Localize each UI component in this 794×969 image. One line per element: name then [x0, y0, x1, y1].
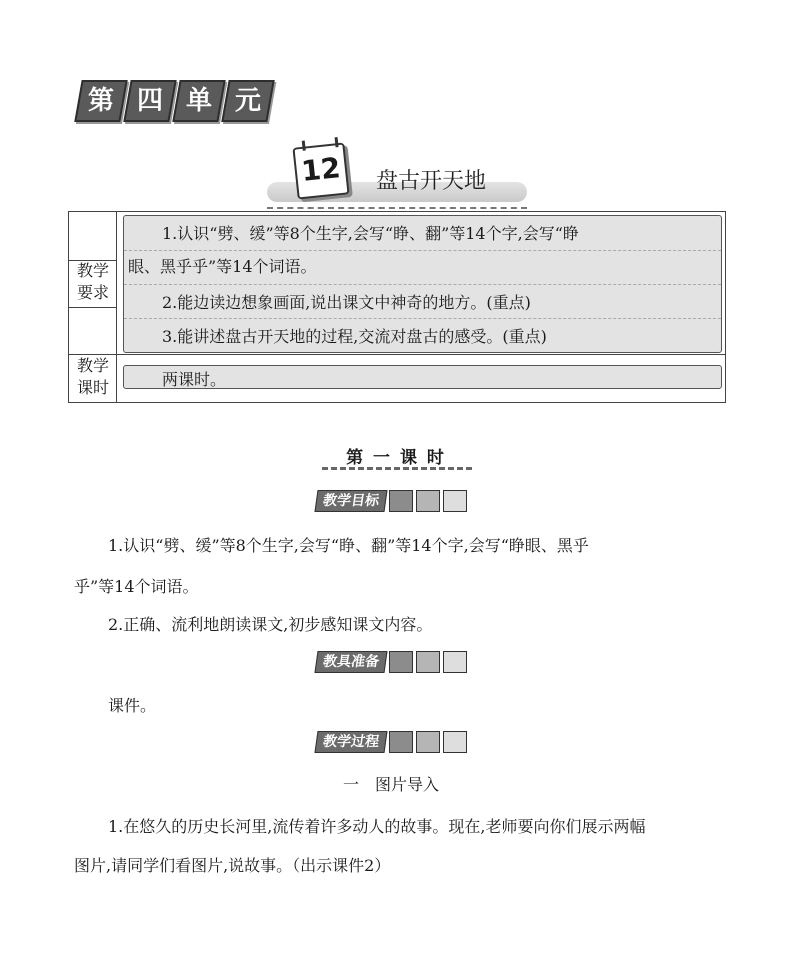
tools-text: 课件。: [108, 696, 157, 715]
section-badge-goals: 教学目标: [316, 490, 467, 512]
process-line: 1.在悠久的历史长河里,流传着许多动人的故事。现在,老师要向你们展示两幅: [108, 817, 646, 836]
hours-label: 教学 课时: [76, 356, 109, 397]
section-badge-tools: 教具准备: [316, 651, 467, 673]
unit-tile: 四: [123, 80, 176, 122]
objectives-table: [68, 211, 726, 403]
goal-line: 乎”等14个词语。: [74, 577, 199, 596]
process-heading: 一 图片导入: [343, 775, 440, 794]
period-divider: [322, 467, 472, 470]
lesson-number: 12: [299, 151, 342, 188]
req-label: 教学 要求: [76, 261, 109, 302]
goal-line: 1.认识“劈、缓”等8个生字,会写“睁、翻”等14个字,会写“睁眼、黑乎: [108, 536, 589, 555]
unit-tile: 单: [172, 80, 225, 122]
req-line: 2.能边读边想象画面,说出课文中神奇的地方。(重点): [162, 293, 531, 312]
req-line: 3.能讲述盘古开天地的过程,交流对盘古的感受。(重点): [162, 327, 547, 346]
requirements-box: [123, 215, 722, 353]
unit-tile: 元: [221, 80, 274, 122]
hours-value: 两课时。: [162, 370, 227, 389]
section-badge-process: 教学过程: [316, 731, 467, 753]
goal-line: 2.正确、流利地朗读课文,初步感知课文内容。: [108, 615, 433, 634]
banner-divider: [267, 207, 527, 209]
req-line: 1.认识“劈、缓”等8个生字,会写“睁、翻”等14个字,会写“睁: [162, 224, 579, 243]
hours-box: [123, 365, 722, 389]
unit-tile: 第: [74, 80, 127, 122]
unit-header: [78, 80, 271, 122]
lesson-title: 盘古开天地: [376, 169, 487, 194]
req-line: 眼、黑乎乎”等14个词语。: [128, 257, 317, 276]
calendar-icon: [292, 142, 349, 199]
process-line: 图片,请同学们看图片,说故事。（出示课件2）: [74, 856, 391, 875]
period-title: 第 一 课 时: [346, 448, 446, 468]
